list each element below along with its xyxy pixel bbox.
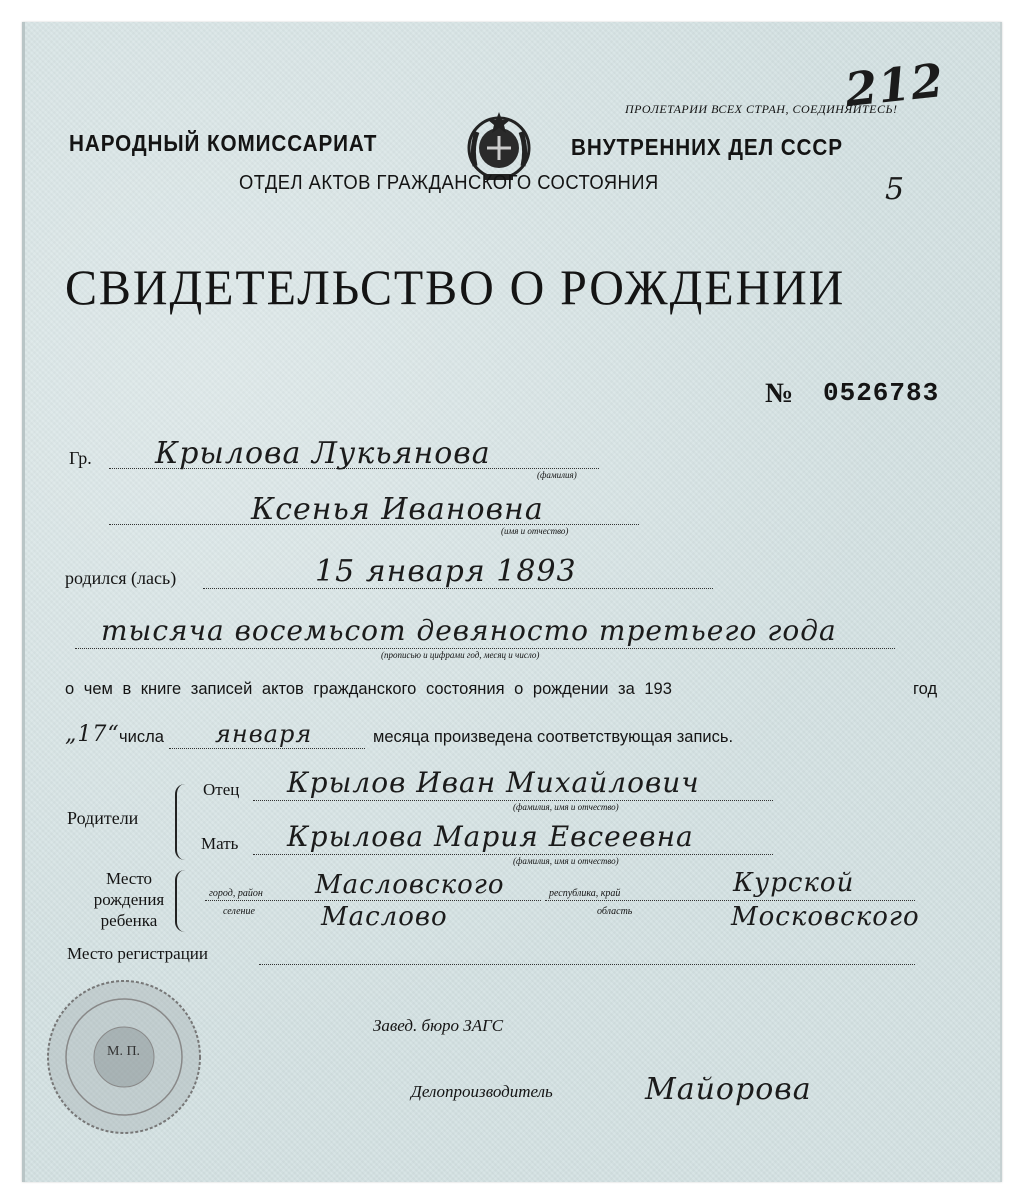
birthplace-label-3: ребенка	[100, 911, 158, 930]
name-caption: (имя и отчество)	[501, 526, 569, 536]
city-line	[205, 900, 541, 901]
parents-brace	[175, 784, 185, 860]
document-title: СВИДЕТЕЛЬСТВО О РОЖДЕНИИ	[65, 259, 846, 315]
village-caption: селение	[223, 906, 255, 917]
record-month-line	[169, 748, 365, 749]
citizen-prefix: Гр.	[69, 448, 92, 468]
mother-caption: (фамилия, имя и отчество)	[513, 856, 619, 866]
republic-value: Курской	[733, 868, 855, 898]
village-value: Маслово	[321, 902, 448, 932]
surname-caption: (фамилия)	[537, 470, 577, 480]
city-value: Масловского	[315, 870, 505, 900]
oblast-value: Московского	[731, 902, 920, 932]
record-month-value: января	[215, 720, 313, 748]
registration-line	[259, 964, 915, 965]
record-line-1-end: год	[913, 680, 938, 698]
corner-number: 212	[842, 52, 947, 118]
number-label: №	[765, 378, 794, 409]
certificate-number: 0526783	[823, 378, 940, 408]
birth-date-value: 15 января 1893	[315, 554, 577, 589]
father-value: Крылов Иван Михайлович	[287, 766, 700, 799]
department-title: ОТДЕЛ АКТОВ ГРАЖДАНСКОГО СОСТОЯНИЯ	[239, 172, 659, 194]
mother-value: Крылова Мария Евсеевна	[287, 820, 694, 853]
birthplace-label	[89, 868, 169, 931]
record-day-label: числа	[119, 728, 164, 746]
father-label: Отец	[203, 780, 240, 799]
birth-written-line	[75, 648, 895, 649]
birth-certificate	[22, 22, 1002, 1182]
record-day-value: „17“	[65, 722, 120, 747]
right-header-title: ВНУТРЕННИХ ДЕЛ СССР	[571, 134, 843, 160]
left-header-title: НАРОДНЫЙ КОМИССАРИАТ	[69, 130, 378, 156]
record-line-2-end: месяца произведена соответствующая запись.	[373, 728, 734, 746]
stamp-label: М. П.	[107, 1044, 141, 1059]
republic-line	[545, 900, 915, 901]
surname-value: Крылова Лукьянова	[155, 436, 491, 471]
republic-caption: республика, край	[549, 888, 621, 899]
birth-label: родился (лась)	[65, 568, 177, 588]
birthplace-label-1: Место	[105, 869, 153, 888]
clerk-signature-label: Делопроизводитель	[411, 1082, 553, 1101]
name-value: Ксенья Ивановна	[251, 492, 544, 527]
side-number: 5	[885, 172, 906, 207]
birth-caption: (прописью и цифрами год, месяц и число)	[381, 650, 540, 660]
oblast-caption: область	[597, 906, 633, 917]
mother-line	[253, 854, 773, 855]
birthplace-brace	[175, 870, 185, 932]
birthplace-label-2: рождения	[93, 890, 165, 909]
head-signature-label: Завед. бюро ЗАГС	[373, 1016, 504, 1035]
city-caption: город, район	[209, 888, 263, 899]
registration-label: Место регистрации	[67, 944, 208, 963]
record-line-1: о чем в книге записей актов гражданского состояния о рождении за 193	[65, 680, 672, 698]
father-caption: (фамилия, имя и отчество)	[513, 802, 619, 812]
mother-label: Мать	[201, 834, 239, 853]
birth-written-value: тысяча восемьсот девяносто третьего года	[101, 614, 837, 647]
parents-label: Родители	[67, 808, 139, 828]
clerk-signature: Майорова	[645, 1072, 812, 1107]
father-line	[253, 800, 773, 801]
slogan: ПРОЛЕТАРИИ ВСЕХ СТРАН, СОЕДИНЯЙТЕСЬ!	[625, 102, 898, 116]
